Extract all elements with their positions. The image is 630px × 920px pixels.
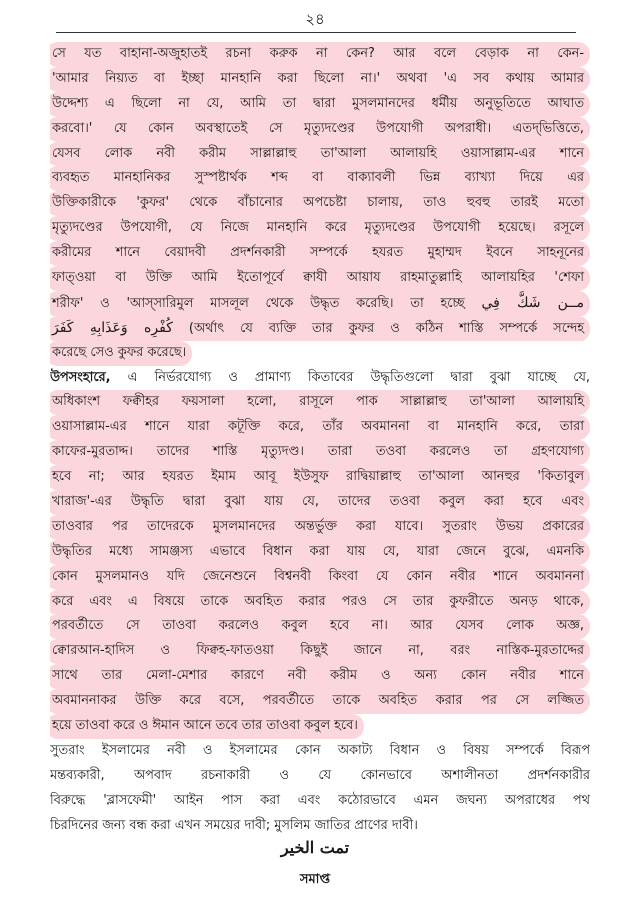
text-line <box>50 366 590 391</box>
line-text: কোন মুসলমানও যদি জেনেশুনে বিশ্বনবী কিংবা যে কোন নবীর শানে অবমাননা <box>52 568 584 584</box>
line-text: খারাজ'-এর উদ্ধৃতি দ্বারা বুঝা যায় যে, তাদের তওবা কবুল করা হবে এবং <box>52 494 584 510</box>
text-line <box>50 540 590 565</box>
line-text: ফাত্ওয়া বা উক্তি আমি ইতোপূর্বে ক্বাযী আয়ায রাহমাতুল্লাহি আলায়হির 'শেফা <box>52 270 584 286</box>
line-text: মৃত্যুদণ্ডের উপযোগী, যে নিজে মানহানি করে মৃত্যুদণ্ডের উপযোগী হয়েছে। রসূলে <box>52 220 584 236</box>
text-line <box>50 266 590 291</box>
line-text: উক্তিকারীকে 'কুফর' থেকে বাঁচানোর অপচেষ্টা চালায়, তাও হুবহু তারই মতো <box>52 195 584 211</box>
text-line <box>50 341 590 366</box>
line-text: উদ্দেশ্য এ ছিলো না যে, আমি তা দ্বারা মুসলমানদের ধর্মীয় অনুভূতিতে আঘাত <box>52 95 584 111</box>
line-text: সে যত বাহানা-অজুহাতই রচনা করুক না কেন? আর বলে বেড়াক না কেন- <box>52 46 584 61</box>
line-text: করীমের শানে বেয়াদবী প্রদর্শনকারী সম্পর্কে হযরত মুহাম্মদ ইবনে সাহনূনের <box>52 245 584 261</box>
text-line <box>50 714 590 739</box>
header-rule <box>56 32 576 33</box>
line-text: ওয়াসাল্লাম-এর শানে যারা কটূক্তি করে, তাঁর অবমাননা বা মানহানি করে, তারা <box>52 419 584 435</box>
text-line <box>50 515 590 540</box>
text-line <box>50 440 590 465</box>
line-text: কাফের-মুরতাদ্দ। তাদের শাস্তি মৃত্যুদণ্ড। তারা তওবা করলেও তা গ্রহণযোগ্য <box>52 444 584 460</box>
text-line <box>50 191 590 216</box>
text-line <box>50 739 590 764</box>
text-line <box>50 42 590 67</box>
text-line <box>50 166 590 191</box>
line-text: এ নির্ভরযোগ্য ও প্রামাণ্য কিতাবের উদ্ধৃতিগুলো দ্বারা বুঝা যাচ্ছে যে, <box>110 369 590 385</box>
line-text: ক্বোরআন-হাদিস ও ফিক্বহ-ফাতওয়া কিছুই জানে না, বরং নাস্তিক-মুরতাদ্দের <box>52 643 584 659</box>
text-line <box>50 316 590 341</box>
text-line <box>50 664 590 689</box>
line-text: করবো।' যে কোন অবস্থাতেই সে মৃত্যুদণ্ডের উপযোগী অপরাধী। এতদ্‌ভিত্তিতে, <box>52 120 584 136</box>
text-line <box>50 291 590 316</box>
line-text: হয়ে তাওবা করে ও ঈমান আনে তবে তার তাওবা কবুল হবে। <box>52 718 358 734</box>
line-text: অধিকাংশ ফক্বীহর ফয়সালা হলো, রাসূলে পাক সাল্লাল্লাহু তা'আলা আলায়হি <box>52 394 584 410</box>
line-text: বিরুদ্ধে 'ব্লাসফেমী' আইন পাস করা এবং কঠোরভাবে এমন জঘন্য অপরাধের পথ <box>50 792 590 808</box>
line-text: ব্যবহৃত মানহানিকর সুস্পষ্টার্থক শব্দ বা বাক্যাবলী ভিন্ন ব্যাখ্যা দিয়ে এর <box>52 170 584 186</box>
text-line <box>50 117 590 142</box>
line-text: হবে না; আর হযরত ইমাম আবূ ইউসুফ রাদ্বিয়াল্লাহু তা'আলা আনহুর 'কিতাবুল <box>52 469 584 485</box>
line-text: সাথে তার মেলা-মেশার কারণে নবী করীম ও অন্য কোন নবীর শানে <box>52 668 584 684</box>
text-line <box>50 590 590 615</box>
line-text: 'আমার নিয়্যত বা ইচ্ছা মানহানি করা ছিলো না।' অথবা 'এ সব কথায় আমার <box>52 70 584 86</box>
body-text <box>50 42 590 839</box>
closing-arabic: تمت الخير <box>280 838 350 857</box>
text-line <box>50 92 590 117</box>
arabic-quote: مــن شَكَّ فِي <box>481 294 584 311</box>
text-line <box>50 465 590 490</box>
text-line <box>50 814 590 839</box>
text-line <box>50 689 590 714</box>
text-line <box>50 614 590 639</box>
text-line <box>50 764 590 789</box>
line-text: মন্তব্যকারী, অপবাদ রচনাকারী ও যে কোনভাবে অশালীনতা প্রদর্শনকারীর <box>50 767 590 783</box>
line-text: চিরদিনের জন্য বন্ধ করা এখন সময়ের দাবী; মুসলিম জাতির প্রাণের দাবী। <box>50 817 418 833</box>
line-text: শরীফ' ও 'আস্‌সারিমুল মাসলূল থেকে উদ্ধৃত করেছি। তা হচ্ছে <box>52 295 465 311</box>
conclusion-heading: উপসংহারে, <box>50 369 111 385</box>
text-line <box>50 390 590 415</box>
text-line <box>50 789 590 814</box>
line-text: তাওবার পর তাদেরকে মুসলমানদের অন্তর্ভুক্ত করা যাবে। সুতরাং উভয় প্রকারের <box>52 518 584 534</box>
line-text: সুতরাং ইসলামের নবী ও ইসলামের কোন অকাট্য বিধান ও বিষয় সম্পর্কে বিরূপ <box>50 742 590 758</box>
arabic-quote: كُفْرِه وَعَذَابِهِ كَفَرَ <box>52 319 173 336</box>
text-line <box>50 415 590 440</box>
line-text: করেছে সেও কুফর করেছে। <box>52 344 187 360</box>
line-text: অবমাননাকর উক্তি করে বসে, পরবর্তীতে তাকে অবহিত করার পর সে লজ্জিত <box>52 693 584 709</box>
line-text: যেসব লোক নবী করীম সাল্লাল্লাহু তা'আলা আলায়হি ওয়াসাল্লাম-এর শানে <box>52 145 584 161</box>
line-text: উদ্ধৃতির মধ্যে সামঞ্জস্য এভাবে বিধান করা যায় যে, যারা জেনে বুঝে, এমনকি <box>52 543 584 559</box>
line-text: করে এবং এ বিষয়ে তাকে অবহিত করার পরও সে তার কুফরীতে অনড় থাকে, <box>52 593 584 609</box>
line-text: পরবর্তীতে সে তাওবা করলেও কবুল হবে না। আর যেসব লোক অজ্ঞ, <box>52 618 584 634</box>
text-line <box>50 490 590 515</box>
text-line <box>50 216 590 241</box>
text-line <box>50 67 590 92</box>
text-line <box>50 639 590 664</box>
line-text: (অর্থাৎ যে ব্যক্তি তার কুফর ও কঠিন শাস্তি সম্পর্কে সন্দেহ <box>188 320 584 336</box>
text-line <box>50 241 590 266</box>
page-number: ২৪ <box>305 10 325 28</box>
closing-text: সমাপ্ত <box>299 872 331 887</box>
text-line <box>50 142 590 167</box>
text-line <box>50 565 590 590</box>
